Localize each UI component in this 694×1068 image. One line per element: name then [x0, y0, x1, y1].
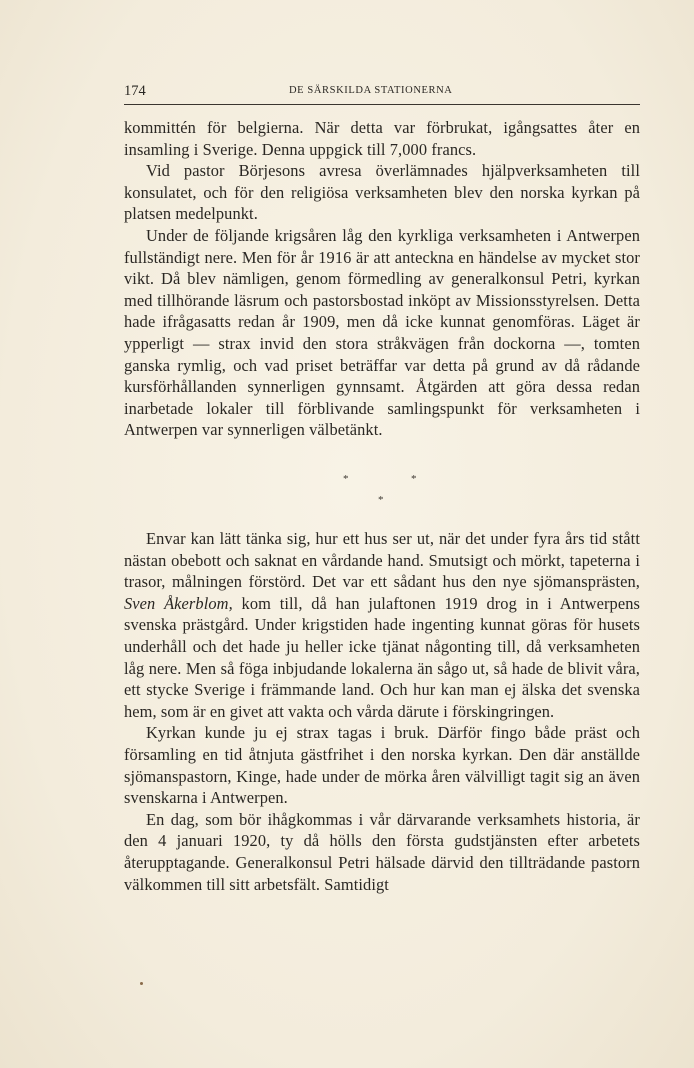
- paragraph-2: Vid pastor Börjesons avresa överlämnades hjälpverksamheten till konsulatet, och för den religiösa verksamheten blev den norska kyrkan på platsen medelpunkt.: [124, 161, 640, 224]
- paragraph-1: kommittén för belgierna. När detta var förbrukat, igångsattes åter en insamling i Sverige. Denna uppgick till 7,000 francs.: [124, 118, 640, 159]
- page-header: [124, 80, 640, 104]
- paragraph-6: En dag, som bör ihågkommas i vår därvarande verksamhets historia, är den 4 januari 1920, ty då hölls den första gudstjänsten efter arbetets återupptagande. Generalkonsul Petri hälsade därvid den tillträdande pastorn välkommen till sitt arbetsfält. Samtidigt: [124, 809, 640, 894]
- separator-asterisk-left: *: [343, 473, 349, 485]
- running-title: DE SÄRSKILDA STATIONERNA: [289, 85, 453, 96]
- paragraph-4: [124, 528, 640, 722]
- separator-asterisk-center: *: [378, 494, 384, 506]
- separator-asterisk-right: *: [411, 473, 417, 485]
- paragraph-3: Under de följande krigsåren låg den kyrkliga verksamheten i Antwerpen fullständigt nere. Men för år 1916 är att anteckna en händelse av mycket stor vikt. Då blev nämligen, genom förmedling av generalkonsul Petri, kyrkan med tillhörande läsrum och pastorsbostad inköpt av Missionsstyrelsen. Detta hade ifrågasatts redan år 1909, men då icke kunnat genomföras. Läget är ypperligt — strax invid den stora stråkvägen från dockorna —, tomten ganska rymlig, och vad priset beträffar var detta på grund av då rådande kursförhållanden synnerligen gynnsamt. Åtgärden att göra dessa redan inarbetade lokaler till förblivande samlingspunkt för verksamheten i Antwerpen var synnerligen välbetänkt.: [124, 225, 640, 440]
- paragraph-4-text-start: Envar kan lätt tänka sig, hur ett hus ser ut, när det under fyra års tid stått nästan obebott och saknat en vårdande hand. Smutsigt och mörkt, tapeterna i trasor, målningen förstörd. Det var ett sådant hus den nye sjömansprästen,: [124, 529, 640, 592]
- person-name-italic: Sven Åkerblom,: [124, 593, 233, 613]
- text-block-bottom: [124, 528, 640, 895]
- paragraph-4-text-end: kom till, då han julaftonen 1919 drog in i Antwerpens svenska prästgård. Under krigstiden hade ingenting kunnat göras för husets underhåll och det hade ju heller icke tjänat någonting till, då verksamheten låg nere. Men så föga inbjudande lokalerna än sågo ut, så hade de blivit våra, ett stycke Sverige i främmande land. Och hur kan man ej älska det svenska hem, som är en givet att vakta och vårda därute i förskingringen.: [124, 593, 640, 721]
- paragraph-5: Kyrkan kunde ju ej strax tagas i bruk. Därför fingo både präst och församling en tid åtnjuta gästfrihet i den norska kyrkan. Den där anställde sjömanspastorn, Kinge, hade under de mörka åren välvilligt tagit sig an även svenskarna i Antwerpen.: [124, 723, 640, 808]
- page-number: 174: [124, 83, 146, 99]
- paper-speck: [140, 982, 143, 985]
- text-block-top: [124, 117, 640, 441]
- header-rule: [124, 104, 640, 105]
